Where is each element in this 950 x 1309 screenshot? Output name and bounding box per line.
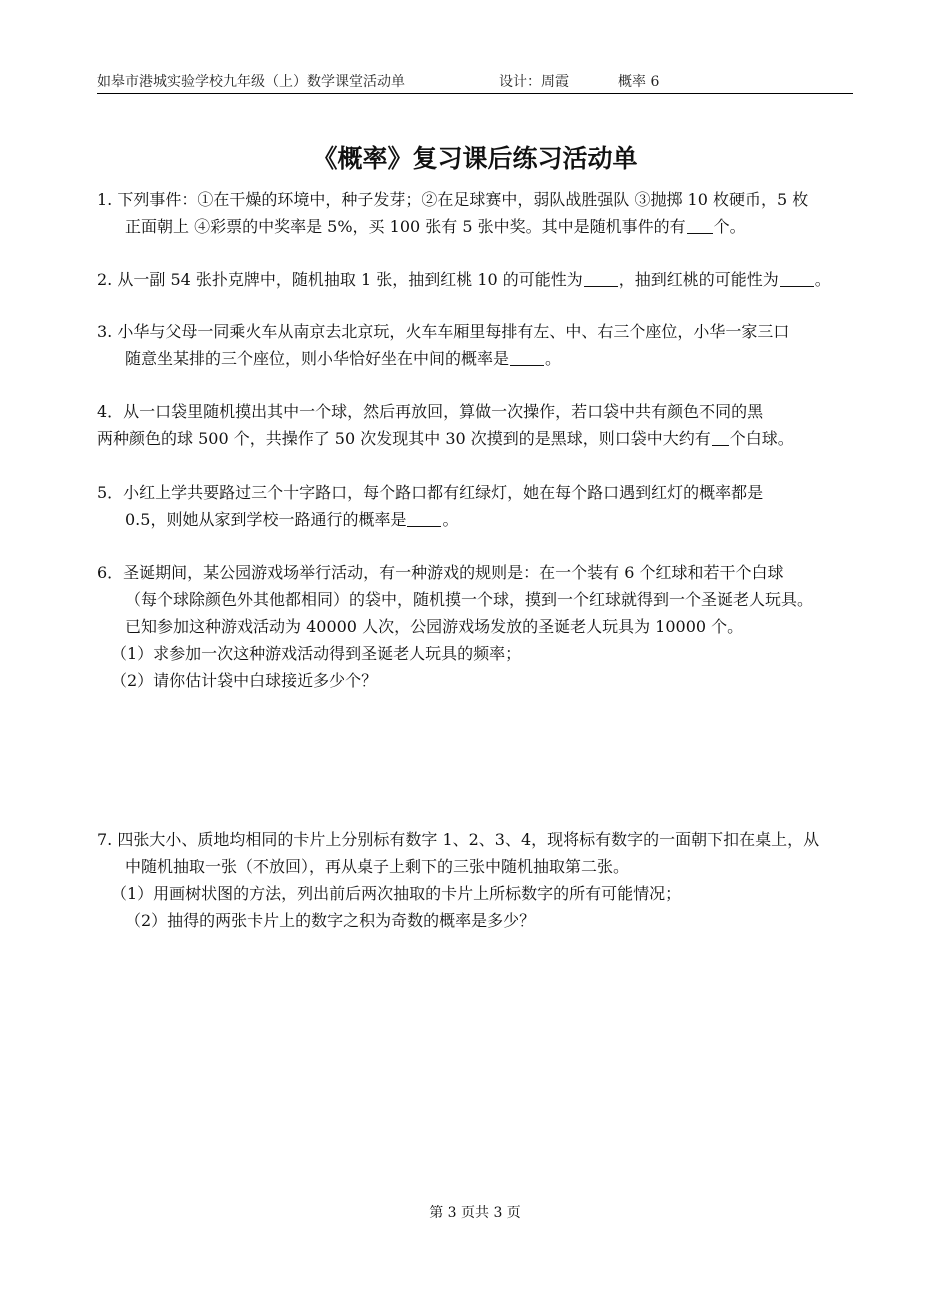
- question-7-part-2: （2）抽得的两张卡片上的数字之积为奇数的概率是多少？: [125, 911, 536, 930]
- header-school: 如皋市港城实验学校九年级（上）数学课堂活动单: [97, 74, 405, 90]
- question-5-line-2: 0.5，则她从家到学校一路通行的概率是 。: [125, 510, 459, 529]
- question-6-line-2: （每个球除颜色外其他都相同）的袋中，随机摸一个球，摸到一个红球就得到一个圣诞老人玩具。: [125, 590, 814, 609]
- question-2: [97, 266, 867, 293]
- question-5-line-1: 5．小红上学共要路过三个十字路口，每个路口都有红绿灯，她在每个路口遇到红灯的概率都是: [97, 483, 764, 502]
- question-1-line-1: 1. 下列事件：①在干燥的环境中，种子发芽；②在足球赛中，弱队战胜强队 ③抛掷 10 枚硬币，5 枚: [97, 190, 809, 209]
- question-5: [97, 479, 867, 533]
- question-1-line-2: 正面朝上 ④彩票的中奖率是 5%，买 100 张有 5 张中奖。其中是随机事件的有 个。: [125, 217, 746, 236]
- question-4-line-1: 4．从一口袋里随机摸出其中一个球，然后再放回，算做一次操作，若口袋中共有颜色不同的黑: [97, 402, 764, 421]
- answer-blank[interactable]: [780, 272, 814, 287]
- question-3: [97, 318, 867, 372]
- question-6: [97, 559, 867, 694]
- answer-blank[interactable]: [510, 351, 544, 366]
- question-3-line-1: 3. 小华与父母一同乘火车从南京去北京玩，火车车厢里每排有左、中、右三个座位，小华一家三口: [97, 322, 790, 341]
- question-6-line-1: 6．圣诞期间，某公园游戏场举行活动，有一种游戏的规则是：在一个装有 6 个红球和若干个白球: [97, 563, 784, 582]
- page-header: [97, 72, 853, 94]
- answer-blank[interactable]: [407, 512, 441, 527]
- question-1: [97, 186, 867, 240]
- question-7: [97, 826, 867, 934]
- answer-blank[interactable]: [712, 431, 729, 446]
- question-4: [97, 398, 867, 452]
- question-6-part-2: （2）请你估计袋中白球接近多少个？: [111, 671, 378, 690]
- page-title: 《概率》复习课后练习活动单: [312, 144, 638, 173]
- question-2-line-1: 2. 从一副 54 张扑克牌中，随机抽取 1 张，抽到红桃 10 的可能性为 ，抽到红桃的可能性为 。: [97, 270, 831, 289]
- header-topic: 概率 6: [618, 74, 660, 90]
- answer-blank[interactable]: [687, 219, 713, 234]
- page-number: 第 3 页共 3 页: [429, 1205, 521, 1221]
- answer-blank[interactable]: [584, 272, 618, 287]
- header-designer: 设计：周霞: [499, 74, 569, 90]
- question-7-part-1: （1）用画树状图的方法，列出前后两次抽取的卡片上所标数字的所有可能情况；: [111, 884, 682, 903]
- question-4-line-2: 两种颜色的球 500 个，共操作了 50 次发现其中 30 次摸到的是黑球，则口袋中大约有 个白球。: [97, 429, 794, 448]
- question-6-part-1: （1）求参加一次这种游戏活动得到圣诞老人玩具的频率；: [111, 644, 522, 663]
- question-7-line-2: 中随机抽取一张（不放回），再从桌子上剩下的三张中随机抽取第二张。: [125, 857, 630, 876]
- question-7-line-1: 7. 四张大小、质地均相同的卡片上分别标有数字 1、2、3、4，现将标有数字的一面朝下扣在桌上，从: [97, 830, 820, 849]
- question-3-line-2: 随意坐某排的三个座位，则小华恰好坐在中间的概率是 。: [125, 349, 562, 368]
- question-6-line-3: 已知参加这种游戏活动为 40000 人次，公园游戏场发放的圣诞老人玩具为 10000 个。: [125, 617, 744, 636]
